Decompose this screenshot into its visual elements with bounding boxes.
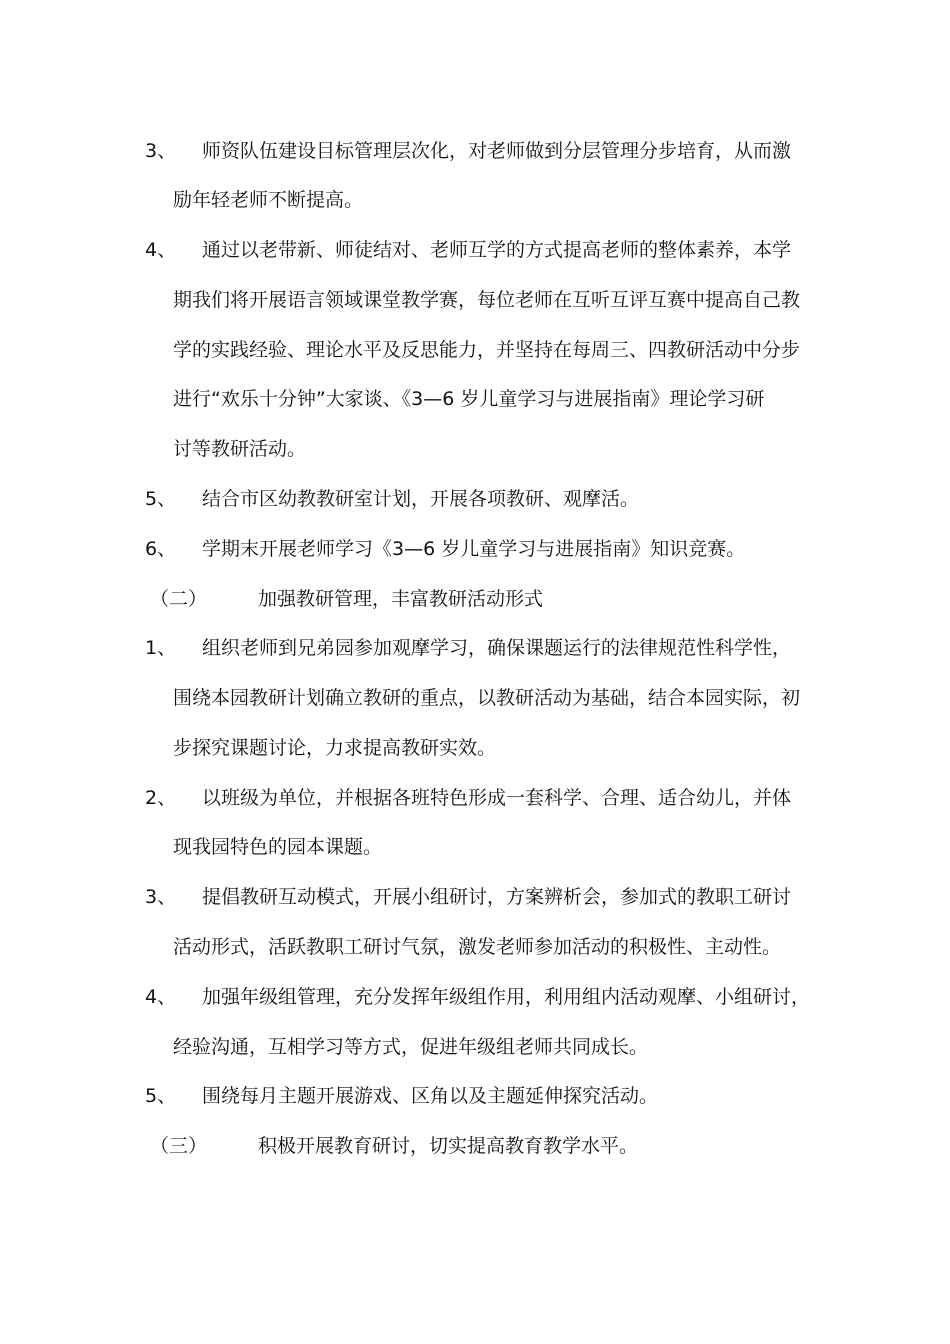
- item-text-line: 经验沟通，互相学习等方式，促进年级组老师共同成长。: [173, 1036, 649, 1058]
- item-text-line: 期我们将开展语言领域课堂教学赛，每位老师在互听互评互赛中提高自己教: [173, 289, 801, 311]
- section-number: （二）: [150, 588, 208, 610]
- item-number: 3、: [145, 140, 177, 162]
- item-number: 3、: [145, 886, 177, 908]
- item-text-line: 加强年级组管理，充分发挥年级组作用，利用组内活动观摩、小组研讨，: [202, 986, 811, 1008]
- item-text-line: 学的实践经验、理论水平及反思能力，并坚持在每周三、四教研活动中分步: [173, 339, 801, 361]
- item-text-line: 活动形式，活跃教职工研讨气氛，激发老师参加活动的积极性、主动性。: [173, 936, 782, 958]
- item-number: 4、: [145, 986, 177, 1008]
- item-text-line: 讨等教研活动。: [173, 438, 307, 460]
- section-title: 积极开展教育研讨，切实提高教育教学水平。: [258, 1135, 639, 1157]
- item-text-line: 师资队伍建设目标管理层次化，对老师做到分层管理分步培育，从而激: [202, 140, 792, 162]
- item-text-line: 结合市区幼教教研室计划，开展各项教研、观摩活。: [202, 488, 640, 510]
- item-number: 2、: [145, 787, 177, 809]
- item-text-line: 通过以老带新、师徒结对、老师互学的方式提高老师的整体素养，本学: [202, 239, 792, 261]
- item-text-line: 提倡教研互动模式，开展小组研讨，方案辨析会，参加式的教职工研讨: [202, 886, 792, 908]
- item-text-line: 组织老师到兄弟园参加观摩学习，确保课题运行的法律规范性科学性，: [202, 637, 792, 659]
- section-title: 加强教研管理，丰富教研活动形式: [258, 588, 544, 610]
- item-number: 1、: [145, 637, 177, 659]
- item-number: 5、: [145, 1085, 177, 1107]
- item-text-line: 围绕本园教研计划确立教研的重点，以教研活动为基础，结合本园实际，初: [173, 687, 801, 709]
- item-text-line: 现我园特色的园本课题。: [173, 836, 383, 858]
- item-number: 4、: [145, 239, 177, 261]
- item-text-line: 围绕每月主题开展游戏、区角以及主题延伸探究活动。: [202, 1085, 659, 1107]
- item-text-line: 励年轻老师不断提高。: [173, 189, 364, 211]
- item-text-line: 步探究课题讨论，力求提高教研实效。: [173, 737, 497, 759]
- item-text-line: 学期末开展老师学习《3—6 岁儿童学习与进展指南》知识竞赛。: [202, 538, 746, 560]
- item-text-line: 进行“欢乐十分钟”大家谈、《3—6 岁儿童学习与进展指南》理论学习研: [173, 388, 765, 410]
- section-number: （三）: [150, 1135, 208, 1157]
- item-number: 6、: [145, 538, 177, 560]
- item-text-line: 以班级为单位，并根据各班特色形成一套科学、合理、适合幼儿，并体: [202, 787, 792, 809]
- item-number: 5、: [145, 488, 177, 510]
